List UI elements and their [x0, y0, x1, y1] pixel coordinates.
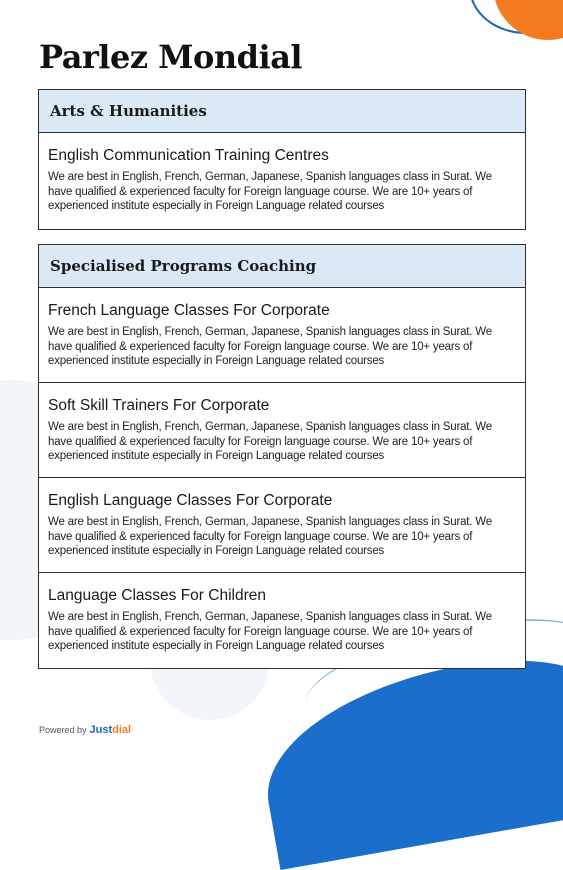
list-item[interactable] — [39, 133, 525, 229]
list-item[interactable] — [39, 573, 525, 668]
item-title: English Language Classes For Corporate — [48, 492, 333, 509]
item-title: French Language Classes For Corporate — [48, 302, 330, 319]
item-description: We are best in English, French, German, Japanese, Spanish languages class in Surat. We have qualified & experienced faculty for Foreign language course. We are 10+ years of experienced institute especially in Foreign Language related courses — [48, 326, 492, 367]
powered-by-text: Powered by — [39, 725, 87, 735]
footer — [39, 724, 131, 736]
section-header: Arts & Humanities — [39, 90, 525, 133]
item-description: We are best in English, French, German, Japanese, Spanish languages class in Surat. We have qualified & experienced faculty for Foreign language course. We are 10+ years of experienced institute especially in Foreign Language related courses — [48, 516, 492, 557]
section-header: Specialised Programs Coaching — [39, 245, 525, 288]
item-title: Soft Skill Trainers For Corporate — [48, 397, 270, 414]
section-specialised-programs — [38, 244, 526, 669]
justdial-logo[interactable] — [90, 724, 132, 736]
list-item[interactable] — [39, 383, 525, 478]
item-title: Language Classes For Children — [48, 587, 266, 604]
item-description: We are best in English, French, German, Japanese, Spanish languages class in Surat. We have qualified & experienced faculty for Foreign language course. We are 10+ years of experienced institute especially in Foreign Language related courses — [48, 611, 492, 652]
brand-text: Just — [89, 724, 113, 736]
list-item[interactable] — [39, 288, 525, 383]
item-description: We are best in English, French, German, Japanese, Spanish languages class in Surat. We have qualified & experienced faculty for Foreign language course. We are 10+ years of experienced institute especially in Foreign Language related courses — [48, 421, 492, 462]
item-title: English Communication Training Centres — [48, 147, 329, 164]
item-description: We are best in English, French, German, Japanese, Spanish languages class in Surat. We have qualified & experienced faculty for Foreign language course. We are 10+ years of experienced institute especially in Foreign Language related courses — [48, 171, 492, 212]
brand-text-accent: dial — [112, 724, 132, 736]
page-title: Parlez Mondial — [39, 38, 303, 76]
section-arts-humanities — [38, 89, 526, 230]
list-item[interactable] — [39, 478, 525, 573]
